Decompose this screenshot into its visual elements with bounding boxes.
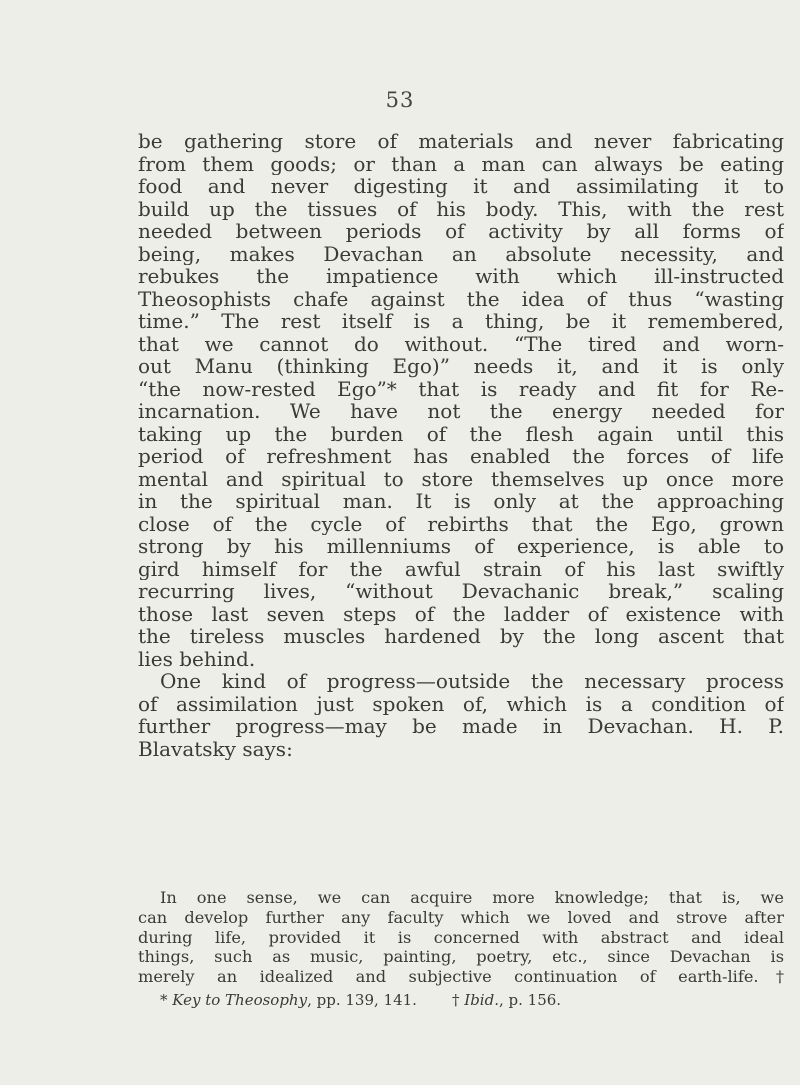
footnote-title: Key to Theosophy [172, 991, 308, 1009]
footnote-title: Ibid. [464, 991, 499, 1009]
body-line: food and never digesting it and assimilating it to [138, 175, 784, 198]
body-line: strong by his millenniums of experience, is able to [138, 535, 784, 558]
body-line: recurring lives, “without Devachanic break,” scaling [138, 580, 784, 603]
body-line: incarnation. We have not the energy needed for [138, 400, 784, 423]
body-line: be gathering store of materials and never fabricating [138, 130, 784, 153]
body-line: that we cannot do without. “The tired and worn- [138, 332, 784, 355]
body-text [138, 130, 784, 760]
body-line: from them goods; or than a man can always be eating [138, 152, 784, 175]
body-line: those last seven steps of the ladder of existence with [138, 602, 784, 625]
body-line: of assimilation just spoken of, which is a condition of [138, 692, 784, 715]
body-line: mental and spiritual to store themselves up once more [138, 467, 784, 490]
quote-line: In one sense, we can acquire more knowledge; that is, we [160, 888, 784, 907]
body-line: further progress—may be made in Devachan. H. P. [138, 715, 784, 738]
body-line: out Manu (thinking Ego)” needs it, and it is only [138, 355, 784, 378]
body-line: close of the cycle of rebirths that the Ego, grown [138, 512, 784, 535]
body-line: “the now-rested Ego”* that is ready and fit for Re- [138, 377, 784, 400]
page-number: 53 [385, 88, 415, 112]
body-line: time.” The rest itself is a thing, be it remembered, [138, 310, 784, 333]
body-line: taking up the burden of the flesh again until this [138, 422, 784, 445]
body-line: being, makes Devachan an absolute necessity, and [138, 242, 784, 265]
quote-line: during life, provided it is concerned with abstract and ideal [138, 927, 784, 947]
body-line: Theosophists chafe against the idea of thus “wasting [138, 287, 784, 310]
body-line: in the spiritual man. It is only at the approaching [138, 490, 784, 513]
body-line: rebukes the impatience with which ill-instructed [138, 265, 784, 288]
body-line: the tireless muscles hardened by the long ascent that [138, 625, 784, 648]
quote-line: can develop further any faculty which we loved and strove after [138, 907, 784, 927]
body-line: build up the tissues of his body. This, with the rest [138, 197, 784, 220]
body-line: Blavatsky says: [138, 737, 293, 760]
footnote-marker: * [160, 991, 173, 1009]
body-line: gird himself for the awful strain of his last swiftly [138, 557, 784, 580]
footnote-ref: , pp. 139, 141. [307, 991, 417, 1009]
body-line: period of refreshment has enabled the forces of life [138, 445, 784, 468]
body-line: needed between periods of activity by all forms of [138, 220, 784, 243]
quote-line: merely an idealized and subjective continuation of earth-life.† [138, 967, 784, 987]
quote-line: things, such as music, painting, poetry, etc., since Devachan is [138, 947, 784, 967]
footnote [160, 990, 417, 1010]
footnote-ref: , p. 156. [498, 991, 562, 1009]
block-quote [138, 888, 784, 987]
footnote-marker: † [452, 991, 465, 1009]
body-line: One kind of progress—outside the necessary process [160, 670, 784, 693]
body-line: lies behind. [138, 647, 256, 670]
footnote [452, 990, 561, 1010]
